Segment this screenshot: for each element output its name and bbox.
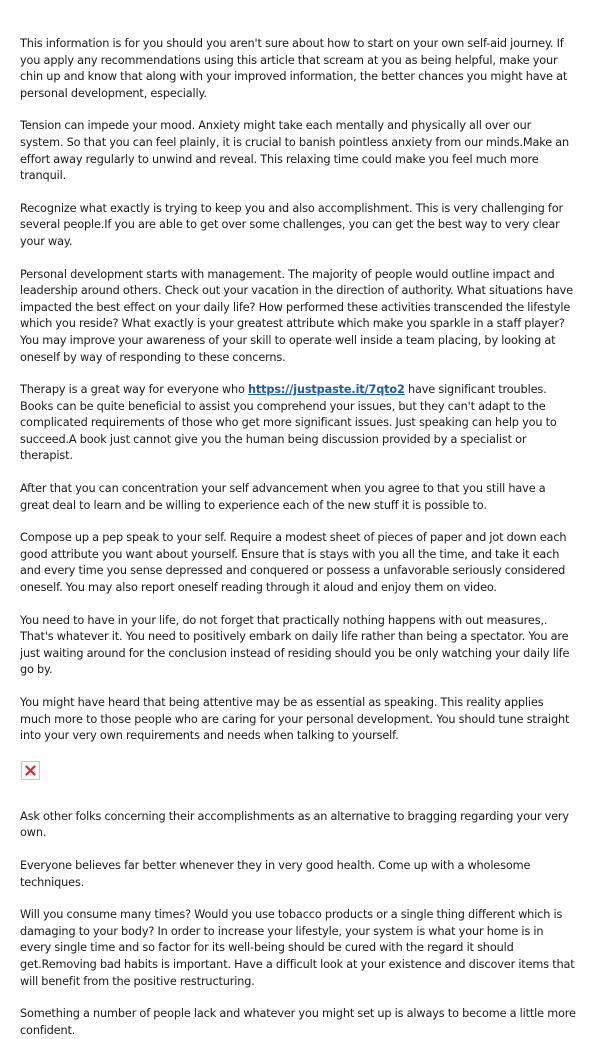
justpaste-link[interactable]: https://justpaste.it/7qto2: [248, 383, 405, 397]
paragraph-text-after-link: have significant troubles. Books can be quite beneficial to assist you comprehend your issues, but they can't adapt to the complicated requirements of those who get more significant issues. Just speaking can help you to succeed.A book just cannot give you the human being discussion provided by a specialist or therapist.: [20, 383, 557, 463]
article-paragraph: Personal development starts with management. The majority of people would outline impact and leadership around others. Check out your vacation in the direction of authority. What situations have impacted the best effect on your daily life? How performed these activities transcended the lifestyle which you reside? What exactly is your greatest attribute which make you sparkle in a staff player? You may improve your awareness of your skill to operate well inside a team placing, by looking at oneself by way of responding to these concerns.: [20, 267, 573, 364]
article-paragraph: Ask other folks concerning their accomplishments as an alternative to bragging regarding your very own.: [20, 809, 569, 840]
paragraph-text-before-link: Therapy is a great way for everyone who: [20, 383, 249, 397]
article-paragraph: After that you can concentration your self advancement when you agree to that you still have a great deal to learn and be willing to experience each of the new stuff it is possible to.: [20, 482, 546, 512]
article-paragraph: You need to have in your life, do not forget that practically nothing happens with out measures,. That's whatever it. You need to positively embark on daily life rather than being a spectator. You are just waiting around for the conclusion instead of residing should you be only watching your daily life go by.: [20, 613, 570, 677]
red-x-icon: [25, 765, 36, 776]
article-paragraph: Recognize what exactly is trying to keep you and also accomplishment. This is very challenging for several people.If you are able to get over some challenges, you can get the best way to very clear your way.: [20, 201, 563, 248]
article-paragraph-with-link: [20, 382, 576, 465]
article-paragraph: Something a number of people lack and whatever you might set up is always to become a little more confident.: [20, 1007, 576, 1037]
article-paragraph: This information is for you should you aren't sure about how to start on your own self-aid journey. If you apply any recommendations using this article that scream at you as being helpful, make your chin up and know that along with your improved information, the better chances you might have at personal development, especially.: [20, 37, 568, 100]
article-paragraph: Everyone believes far better whenever they in very good health. Come up with a wholesome techniques.: [20, 858, 531, 889]
article-paragraph: You might have heard that being attentive may be as essential as speaking. This reality applies much more to those people who are caring for your personal development. You should tune straight into your very own requirements and needs when talking to yourself.: [20, 696, 570, 743]
broken-image-icon: [21, 761, 40, 780]
article-paragraph: Tension can impede your mood. Anxiety might take each mentally and physically all over our system. So that you can feel plainly, it is crucial to banish pointless anxiety from our minds.Make an effort away regularly to unwind and reveal. This relaxing time could make you feel much more tranquil.: [20, 119, 570, 183]
article-paragraph: Compose up a pep speak to your self. Require a modest sheet of pieces of paper and jot down each good attribute you want about yourself. Ensure that is stays with you all the time, and take it each and every time you sense depressed and conquered or possess a unfavorable seriously considered oneself. You may also report oneself reading through it aloud and enjoy them on video.: [20, 531, 567, 595]
article-paragraph: Will you consume many times? Would you use tobacco products or a single thing different which is damaging to your body? In order to increase your lifestyle, your system is what your home is in every single time and so factor for its well-being should be cured with the regard it should get.Removing bad habits is important. Have a difficult look at your existence and discover items that will benefit from the positive restructuring.: [20, 908, 575, 988]
